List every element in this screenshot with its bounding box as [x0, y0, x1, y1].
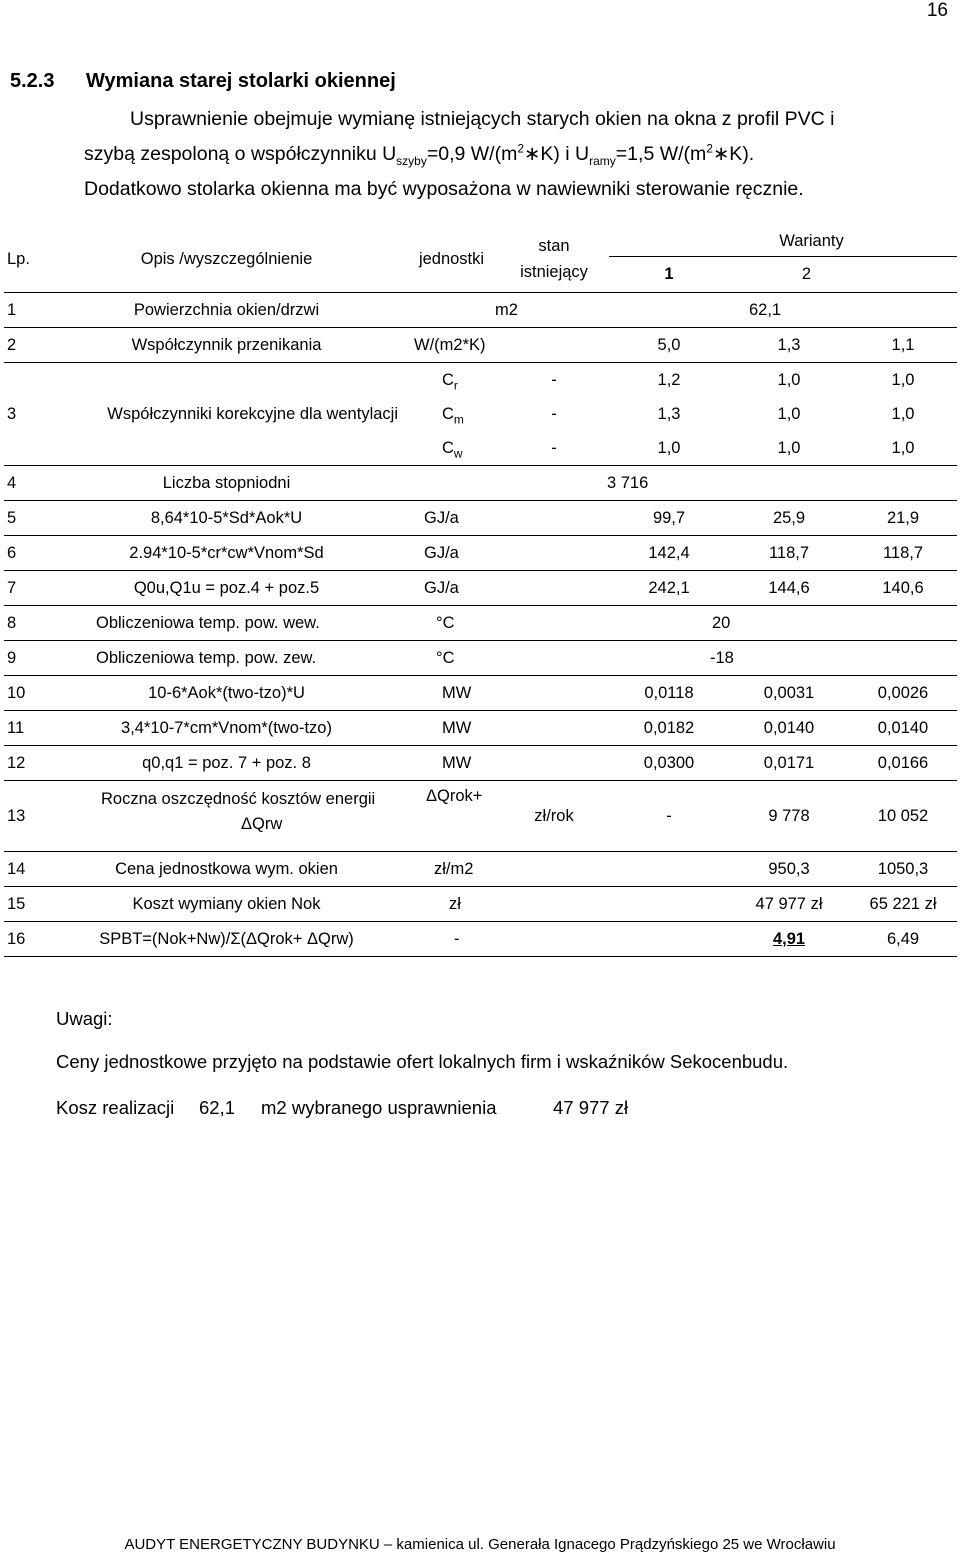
- coef-index: w: [453, 445, 463, 460]
- coef-stan: 1,2: [657, 370, 681, 389]
- row-v1: 9 778: [729, 781, 849, 852]
- row-symbol: ΔQrok+: [404, 781, 499, 852]
- coef-v2: 1,0: [849, 431, 957, 466]
- row-lp: 15: [4, 887, 49, 922]
- table-row: [4, 781, 957, 852]
- coef-unit: -: [499, 431, 609, 466]
- header-opis: Opis /wyszczególnienie: [49, 226, 404, 293]
- coef-v2: 1,0: [891, 370, 915, 389]
- table-row: [4, 676, 957, 711]
- intro-text: =1,5 W/(m: [615, 143, 707, 165]
- coef-v1: 1,0: [729, 431, 849, 466]
- row-stan: 99,7: [609, 501, 729, 536]
- section-title: Wymiana starej stolarki okiennej: [86, 70, 396, 92]
- row-v1: [729, 922, 849, 957]
- table-row: [4, 363, 957, 398]
- page-number: 16: [926, 0, 948, 21]
- coef-letter: C: [442, 438, 454, 457]
- notes-title: Uwagi:: [56, 1008, 113, 1029]
- coef-symbol: [404, 431, 499, 466]
- header-stan: [499, 226, 609, 293]
- subscript: ramy: [589, 153, 616, 168]
- row-unit: °C: [404, 606, 499, 641]
- row-v2: 0,0166: [849, 746, 957, 781]
- results-table-wrapper: [4, 226, 957, 957]
- row-desc: Współczynniki korekcyjne dla wentylacji: [49, 363, 404, 466]
- table-row: [4, 711, 957, 746]
- row-desc: Współczynnik przenikania: [49, 328, 404, 363]
- table-row: [4, 922, 957, 957]
- cost-unit: m2 wybranego usprawnienia: [261, 1097, 497, 1118]
- row-desc: 10-6*Aok*(two-tzo)*U: [49, 676, 404, 711]
- coef-v2: 1,0: [891, 404, 915, 423]
- row-v1: 0,0171: [729, 746, 849, 781]
- row-unit: MW: [404, 711, 609, 746]
- row-unit: W/(m2*K): [404, 328, 609, 363]
- results-table: [4, 226, 957, 957]
- header-warianty: Warianty: [609, 226, 957, 257]
- row-stan: [609, 852, 729, 887]
- row-lp: 1: [4, 293, 49, 328]
- selected-variant-value: 4,91: [772, 929, 806, 948]
- cost-value: 47 977 zł: [553, 1097, 629, 1118]
- coef-letter: C: [442, 404, 454, 423]
- row-lp: 9: [4, 641, 49, 676]
- row-lp: 6: [4, 536, 49, 571]
- row-stan: 242,1: [609, 571, 729, 606]
- superscript: 2: [517, 141, 525, 156]
- row-v1: 118,7: [729, 536, 849, 571]
- row-lp: 14: [4, 852, 49, 887]
- row-lp: 16: [4, 922, 49, 957]
- row-desc: Powierzchnia okien/drzwi: [49, 293, 404, 328]
- coef-index: r: [453, 377, 458, 392]
- row-desc: [49, 781, 404, 852]
- table-row: [4, 328, 957, 363]
- header-jednostki: jednostki: [404, 226, 499, 293]
- row-v2: 1050,3: [849, 852, 957, 887]
- row-unit: -: [404, 922, 609, 957]
- coef-letter: C: [442, 370, 454, 389]
- row-stan: 0,0182: [609, 711, 729, 746]
- table-row: [4, 746, 957, 781]
- notes-cost-line: [56, 1097, 628, 1119]
- row-stan: 0,0118: [609, 676, 729, 711]
- row-lp: 10: [4, 676, 49, 711]
- row-lp: 12: [4, 746, 49, 781]
- coef-symbol: [404, 397, 499, 431]
- row-desc: Obliczeniowa temp. pow. wew.: [49, 606, 404, 641]
- header-lp: Lp.: [4, 226, 49, 293]
- coef-unit: -: [551, 404, 557, 423]
- page-footer: AUDYT ENERGETYCZNY BUDYNKU – kamienica ul. Generała Ignacego Prądzyńskiego 25 we Wrocławiu: [124, 1536, 836, 1553]
- row-desc: 8,64*10-5*Sd*Aok*U: [49, 501, 404, 536]
- coef-v1: 1,0: [777, 404, 801, 423]
- row-v1: 47 977 zł: [729, 887, 849, 922]
- row-unit: GJ/a: [404, 501, 609, 536]
- row-value: 20: [499, 606, 957, 641]
- row-lp: 3: [4, 363, 49, 466]
- coef-v1: 1,0: [777, 370, 801, 389]
- row-desc: 3,4*10-7*cm*Vnom*(two-tzo): [49, 711, 404, 746]
- coef-index: m: [453, 411, 464, 426]
- intro-line-1: Usprawnienie obejmuje wymianę istniejących starych okien na okna z profil PVC i: [130, 108, 835, 130]
- row-lp: 4: [4, 466, 49, 501]
- row-stan: 142,4: [609, 536, 729, 571]
- header-variant-1: 1: [609, 257, 729, 293]
- row-v2: 140,6: [849, 571, 957, 606]
- row-unit: °C: [404, 641, 499, 676]
- intro-text: szybą zespoloną o współczynniku U: [84, 143, 397, 165]
- table-row: [4, 536, 957, 571]
- row-v1: 0,0031: [729, 676, 849, 711]
- row-lp: 5: [4, 501, 49, 536]
- row-lp: 8: [4, 606, 49, 641]
- row-unit: MW: [404, 746, 609, 781]
- table-row: [4, 501, 957, 536]
- table-row: [4, 571, 957, 606]
- row-unit: zł/m2: [404, 852, 609, 887]
- row-v2: 0,0140: [849, 711, 957, 746]
- row-v1: 1,3: [729, 328, 849, 363]
- row-desc: Q0u,Q1u = poz.4 + poz.5: [49, 571, 404, 606]
- row-lp: 13: [4, 781, 49, 852]
- row-desc: Obliczeniowa temp. pow. zew.: [49, 641, 404, 676]
- header-variant-2: 2: [729, 257, 849, 293]
- row-stan: 0,0300: [609, 746, 729, 781]
- row-v2: 0,0026: [849, 676, 957, 711]
- notes-line-1: Ceny jednostkowe przyjęto na podstawie ofert lokalnych firm i wskaźników Sekocenbudu.: [56, 1051, 789, 1072]
- row-lp: 7: [4, 571, 49, 606]
- section-heading: [10, 70, 396, 93]
- row-desc: SPBT=(Nok+Nw)/Σ(ΔQrok+ ΔQrw): [49, 922, 404, 957]
- row-value: 62,1: [609, 293, 957, 328]
- row-value: -18: [499, 641, 957, 676]
- table-header-row: [4, 226, 957, 257]
- coef-unit: -: [551, 370, 557, 389]
- row-v1: 144,6: [729, 571, 849, 606]
- row-v2: 1,1: [849, 328, 957, 363]
- row-desc-line1: Roczna oszczędność kosztów energii: [101, 790, 376, 808]
- row-desc: Liczba stopniodni: [49, 466, 404, 501]
- table-row: [4, 293, 957, 328]
- header-stan-line1: stan: [538, 237, 570, 255]
- row-unit: MW: [404, 676, 609, 711]
- row-v1: 950,3: [729, 852, 849, 887]
- row-value: 3 716: [404, 466, 957, 501]
- row-unit: GJ/a: [404, 571, 609, 606]
- header-stan-line2: istniejący: [520, 263, 588, 281]
- row-stan: [609, 887, 729, 922]
- table-row: [4, 852, 957, 887]
- row-lp: 11: [4, 711, 49, 746]
- table-row: [4, 887, 957, 922]
- section-number: 5.2.3: [10, 70, 55, 92]
- row-unit: m2: [404, 293, 609, 328]
- intro-text: =0,9 W/(m: [426, 143, 518, 165]
- row-stan: 5,0: [609, 328, 729, 363]
- table-row: [4, 641, 957, 676]
- row-desc: 2.94*10-5*cr*cw*Vnom*Sd: [49, 536, 404, 571]
- row-v2: 6,49: [849, 922, 957, 957]
- table-row: [4, 466, 957, 501]
- row-unit: zł: [404, 887, 609, 922]
- row-stan: [609, 922, 729, 957]
- row-v2: 21,9: [849, 501, 957, 536]
- header-spacer: [849, 257, 957, 293]
- row-v2: 10 052: [849, 781, 957, 852]
- superscript: 2: [706, 141, 713, 156]
- row-v2: 118,7: [849, 536, 957, 571]
- intro-line-3: Dodatkowo stolarka okienna ma być wyposażona w nawiewniki sterowanie ręcznie.: [84, 178, 804, 200]
- intro-text: ∗K).: [712, 143, 755, 165]
- intro-text: ∗K) i U: [524, 143, 590, 165]
- row-desc: Cena jednostkowa wym. okien: [49, 852, 404, 887]
- row-v1: 0,0140: [729, 711, 849, 746]
- subscript: szyby: [396, 153, 427, 168]
- row-unit: GJ/a: [404, 536, 609, 571]
- cost-area: 62,1: [199, 1097, 236, 1118]
- coef-symbol: [404, 363, 499, 398]
- intro-line-2: [84, 138, 754, 171]
- row-unit: zł/rok: [499, 781, 609, 852]
- row-v2: 65 221 zł: [849, 887, 957, 922]
- row-lp: 2: [4, 328, 49, 363]
- row-v1: 25,9: [729, 501, 849, 536]
- cost-label: Kosz realizacji: [56, 1097, 175, 1118]
- coef-stan: 1,0: [609, 431, 729, 466]
- coef-stan: 1,3: [657, 404, 681, 423]
- row-desc-line2: ΔQrw: [241, 815, 283, 833]
- table-row: [4, 606, 957, 641]
- row-stan: -: [609, 781, 729, 852]
- row-desc: q0,q1 = poz. 7 + poz. 8: [49, 746, 404, 781]
- row-desc: Koszt wymiany okien Nok: [49, 887, 404, 922]
